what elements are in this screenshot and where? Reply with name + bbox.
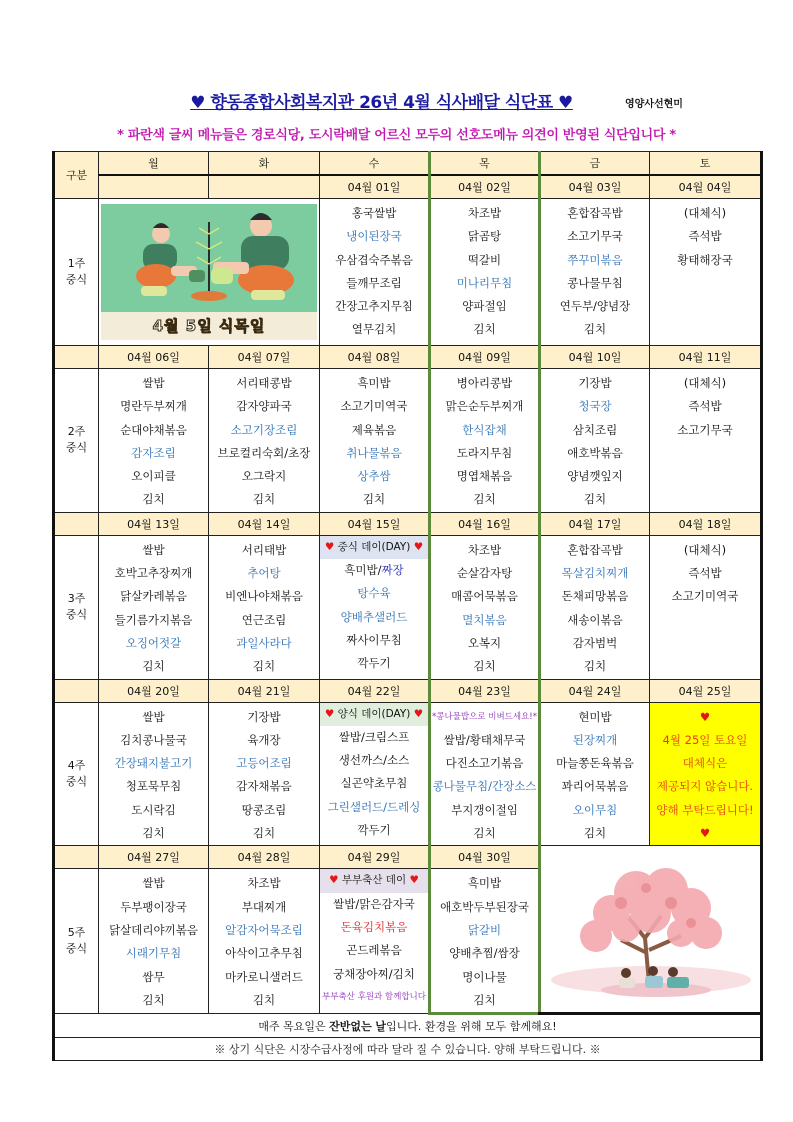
heart-icon: ♥: [699, 709, 711, 724]
menu-item: 열무김치: [351, 322, 397, 337]
meal-cell-sat: [650, 369, 762, 513]
day-header-row: [54, 152, 762, 176]
meal-cell-wed: [320, 702, 430, 846]
menu-item: 다진소고기볶음: [445, 756, 524, 771]
date-cell: 04월 08일: [320, 346, 430, 369]
heart-icon: ♥: [329, 874, 339, 887]
meal-cell-tue: [209, 869, 320, 1014]
menu-item: 쌀밥: [142, 709, 165, 724]
meal-cell-tue: [209, 369, 320, 513]
menu-item-preferred: 상추쌈: [357, 469, 391, 484]
gubun-blank: [54, 679, 99, 702]
date-cell: 04월 28일: [209, 846, 320, 869]
meal-cell-fri: [540, 535, 650, 679]
menu-item: (대체식): [683, 542, 727, 557]
week-label: 2주 중식: [54, 369, 99, 513]
menu-item: 김치: [473, 659, 496, 674]
meal-schedule-table: [52, 151, 763, 1061]
menu-item-preferred: 시래기무침: [125, 946, 182, 961]
menu-item: 순대야채볶음: [120, 422, 187, 437]
date-cell: 04월 04일: [650, 175, 762, 199]
menu-item: 차조밥: [467, 206, 502, 220]
day-thu: 목: [430, 152, 540, 176]
menu-item: 들깨무조림: [346, 275, 402, 290]
meal-cell-sat: [650, 199, 762, 346]
menu-item: 도라지무침: [456, 445, 513, 460]
menu-item: 김치: [473, 322, 496, 337]
menu-item: 양파절임: [462, 299, 507, 314]
western-day-banner: ♥ 양식 데이(DAY) ♥: [320, 703, 428, 726]
meal-cell-sat: [650, 535, 762, 679]
menu-item-preferred: 청국장: [578, 399, 612, 414]
menu-item-preferred: 감자조림: [131, 445, 176, 460]
date-row: [54, 175, 762, 199]
arbor-day-illustration: [99, 199, 320, 346]
menu-item: 김치: [473, 826, 496, 841]
menu-item: 깍두기: [357, 656, 391, 671]
meal-cell-mon: [99, 369, 209, 513]
date-cell: 04월 21일: [209, 679, 320, 702]
cherry-blossom-illustration: [540, 846, 762, 1014]
menu-item: 흑미밥: [467, 876, 502, 891]
meal-cell-tue: [209, 535, 320, 679]
menu-item-preferred: 간장돼지불고기: [114, 756, 193, 771]
menu-item: 곤드레볶음: [346, 943, 402, 958]
menu-item: 서리태밥: [241, 542, 287, 557]
menu-item: 흑미밥/짜장: [344, 563, 404, 578]
menu-item-preferred: 쭈꾸미볶음: [567, 252, 623, 267]
menu-item: 김치: [252, 659, 276, 674]
menu-item: 쌀밥/황태채무국: [443, 732, 526, 747]
menu-item: 차조밥: [247, 876, 281, 891]
menu-item-preferred: 과일사라다: [236, 635, 292, 650]
meal-cell-mon: [99, 869, 209, 1014]
date-cell: [209, 175, 320, 199]
menu-item: 오그락지: [241, 469, 287, 484]
menu-item: 기장밥: [578, 376, 612, 390]
menu-item: 김치: [252, 492, 276, 507]
menu-item: 김치: [142, 826, 165, 841]
date-cell: 04월 23일: [430, 679, 540, 702]
tree-planting-image: [101, 204, 317, 340]
date-cell: 04월 20일: [99, 679, 209, 702]
date-cell: 04월 07일: [209, 346, 320, 369]
menu-item: 김치: [583, 322, 607, 337]
menu-item-preferred: 오이무침: [572, 802, 618, 817]
menu-item: 명엽채볶음: [456, 469, 513, 484]
date-cell: 04월 17일: [540, 512, 650, 535]
menu-item: 오복지: [467, 635, 502, 650]
menu-item: 콩나물무침: [567, 275, 623, 290]
menu-item: 도시락김: [131, 802, 176, 817]
menu-item: 실곤약초무침: [340, 776, 408, 791]
menu-item: 소고기미역국: [340, 399, 408, 414]
meal-cell-fri: [540, 702, 650, 846]
menu-item: 닭곰탕: [467, 229, 502, 244]
date-cell: 04월 22일: [320, 679, 430, 702]
date-cell: 04월 27일: [99, 846, 209, 869]
date-cell: 04월 29일: [320, 846, 430, 869]
menu-item-preferred: 닭갈비: [467, 922, 502, 937]
date-cell: 04월 30일: [430, 846, 540, 869]
menu-item: 간장고추지무침: [335, 299, 413, 314]
menu-item: 홍국쌀밥: [351, 206, 397, 220]
bibimbap-note: *콩나물밥으로 비벼드세요!*: [432, 711, 537, 722]
meal-cell-wed: [320, 369, 430, 513]
meal-cell-tue: [209, 702, 320, 846]
menu-item-preferred: 추어탕: [247, 566, 281, 581]
menu-item: 흑미밥: [357, 376, 391, 390]
menu-item: 제육볶음: [351, 422, 397, 437]
menu-item: 김치: [583, 659, 607, 674]
menu-item: 쌀밥: [142, 376, 165, 390]
week-1-row: [54, 199, 762, 346]
menu-item: 깍두기: [357, 823, 391, 838]
heart-icon: ♥: [409, 874, 419, 887]
menu-item: 쌀밥/크림스프: [338, 729, 410, 744]
page-header: [0, 88, 793, 113]
meal-cell-thu: [430, 869, 540, 1014]
menu-item-preferred: 오징어젓갈: [125, 635, 182, 650]
menu-item: 꽈리어묵볶음: [561, 779, 629, 794]
menu-item: 궁채장아찌/김치: [333, 966, 415, 981]
menu-item: 짜사이무침: [346, 632, 402, 647]
menu-item: 즉석밥: [688, 229, 722, 244]
menu-item: 부대찌개: [241, 899, 287, 914]
menu-item: 김치: [252, 992, 276, 1007]
zero-waste-notice: 매주 목요일은 잔반없는 날입니다. 환경을 위해 모두 함께해요!: [54, 1014, 762, 1038]
meal-cell-thu: [430, 369, 540, 513]
meal-cell-wed: [320, 535, 430, 679]
date-cell: 04월 03일: [540, 175, 650, 199]
menu-item: 혼합잡곡밥: [567, 206, 623, 220]
menu-item: 명란두부찌개: [120, 399, 187, 414]
chinese-day-banner: ♥ 중식 데이(DAY) ♥: [320, 536, 428, 559]
menu-item: 감자채볶음: [236, 779, 292, 794]
menu-item: 오이피클: [131, 469, 176, 484]
menu-item: 마늘쫑돈육볶음: [556, 756, 634, 771]
menu-item: 김치콩나물국: [120, 732, 187, 747]
gubun-blank: [54, 346, 99, 369]
menu-item: 닭살데리야끼볶음: [109, 922, 198, 937]
menu-item: 양배추찜/쌈장: [449, 946, 520, 961]
menu-item: 김치: [362, 492, 386, 507]
meal-cell-thu: [430, 199, 540, 346]
week-label: 3주 중식: [54, 535, 99, 679]
menu-item-preferred: 탕수육: [357, 586, 391, 601]
menu-item: 김치: [142, 659, 165, 674]
menu-item: 애호박두부된장국: [440, 899, 529, 914]
footer-disclaimer-row: [54, 1038, 762, 1061]
menu-item-preferred: 한식잡채: [462, 422, 507, 437]
menu-item: 양념깻잎지: [567, 469, 623, 484]
menu-item: 새송이볶음: [567, 612, 623, 627]
menu-item: 혼합잡곡밥: [567, 542, 623, 557]
author-label: 영양사선현미: [625, 99, 683, 110]
menu-item-preferred: 미나리무침: [456, 275, 513, 290]
date-cell: 04월 02일: [430, 175, 540, 199]
menu-item: 연근조림: [241, 612, 287, 627]
day-mon: 월: [99, 152, 209, 176]
menu-item: 애호박볶음: [567, 445, 623, 460]
subtitle: * 파란색 글씨 메뉴들은 경로식당, 도시락배달 어르신 모두의 선호도메뉴 의견이 반영된 식단입니다 *: [117, 128, 676, 143]
menu-item: 두부팽이장국: [120, 899, 187, 914]
menu-item: 비엔나야채볶음: [225, 589, 303, 604]
bubu-livestock-day-banner: ♥ 부부축산 데이 ♥: [320, 869, 428, 892]
menu-item: 들기름가지볶음: [114, 612, 193, 627]
day-sat: 토: [650, 152, 762, 176]
menu-item: 부지갱이절임: [451, 802, 518, 817]
menu-item: (대체식): [683, 206, 727, 220]
date-cell: 04월 16일: [430, 512, 540, 535]
meal-cell-wed: [320, 869, 430, 1014]
menu-item: 병아리콩밥: [456, 376, 513, 390]
sponsor-note: 부부축산 후원과 함께합니다: [322, 991, 426, 1002]
date-cell: 04월 14일: [209, 512, 320, 535]
date-cell: 04월 15일: [320, 512, 430, 535]
menu-item: 김치: [473, 492, 496, 507]
date-cell: 04월 25일: [650, 679, 762, 702]
date-cell: 04월 11일: [650, 346, 762, 369]
menu-item: 서리태콩밥: [236, 376, 292, 390]
menu-item: 청포묵무침: [125, 779, 182, 794]
date-cell: 04월 06일: [99, 346, 209, 369]
menu-item: 즉석밥: [688, 399, 722, 414]
date-row: [54, 512, 762, 535]
arbor-day-caption: 4월 5일 식목일: [152, 317, 266, 335]
menu-item-preferred: 소고기장조림: [230, 422, 298, 437]
page-title: ♥ 향동종합사회복지관 26년 4월 식사배달 식단표 ♥: [190, 93, 573, 113]
meal-cell-fri: [540, 369, 650, 513]
menu-item-preferred: 멸치볶음: [462, 612, 507, 627]
menu-item: 김치: [583, 492, 607, 507]
menu-item: 기장밥: [247, 709, 281, 724]
date-cell: 04월 18일: [650, 512, 762, 535]
heart-icon: ♥: [413, 540, 424, 553]
notice-line: 4월 25일 토요일: [662, 732, 748, 747]
menu-item: 매콤어묵볶음: [451, 589, 518, 604]
date-row: [54, 846, 762, 869]
menu-item: 김치: [142, 992, 165, 1007]
menu-item-preferred: 고등어조림: [236, 756, 292, 771]
menu-item-preferred: 취나물볶음: [346, 445, 402, 460]
footer-notice-row: [54, 1014, 762, 1038]
heart-icon: ♥: [324, 540, 335, 553]
menu-item: 브로컬리숙회/초장: [217, 445, 311, 460]
day-fri: 금: [540, 152, 650, 176]
menu-item: 감자양파국: [236, 399, 292, 414]
menu-item: 삼치조림: [572, 422, 618, 437]
menu-item: 우삼겹숙주볶음: [335, 252, 413, 267]
menu-item: 쌀밥: [142, 876, 165, 891]
date-cell: 04월 13일: [99, 512, 209, 535]
menu-item: 현미밥: [578, 709, 612, 724]
date-cell: 04월 24일: [540, 679, 650, 702]
gubun-header: 구분: [54, 152, 99, 199]
menu-item: 연두부/양념장: [559, 299, 631, 314]
saturday-notice-cell: [650, 702, 762, 846]
menu-item: 닭살카레볶음: [120, 589, 187, 604]
date-cell: 04월 09일: [430, 346, 540, 369]
gubun-blank: [54, 846, 99, 869]
menu-item-preferred: 양배추샐러드: [340, 609, 408, 624]
menu-item: 쌈무: [142, 969, 165, 984]
menu-item: 김치: [473, 992, 496, 1007]
week-label: 1주 중식: [54, 199, 99, 346]
cherry-tree-icon: [541, 858, 760, 1000]
menu-item: 땅콩조림: [241, 802, 287, 817]
menu-item: 마카로니샐러드: [225, 969, 303, 984]
menu-item: 차조밥: [467, 542, 502, 557]
menu-item-preferred: 알감자어묵조림: [225, 922, 303, 937]
menu-item-preferred: 냉이된장국: [346, 229, 402, 244]
meal-cell-mon: [99, 702, 209, 846]
date-row: [54, 346, 762, 369]
menu-item-preferred: 그린샐러드/드레싱: [327, 799, 421, 814]
date-cell: [99, 175, 209, 199]
menu-item-preferred: 된장찌개: [572, 732, 618, 747]
menu-item: 소고기미역국: [671, 589, 739, 604]
week-2-row: [54, 369, 762, 513]
menu-item: 생선까스/소스: [338, 753, 410, 768]
meal-cell-mon: [99, 535, 209, 679]
menu-item: (대체식): [683, 376, 727, 390]
heart-icon: ♥: [699, 826, 711, 841]
day-wed: 수: [320, 152, 430, 176]
menu-item: 김치: [252, 826, 276, 841]
heart-icon: ♥: [324, 707, 335, 720]
menu-item: 소고기무국: [677, 422, 733, 437]
menu-item: 쌀밥/맑은감자국: [333, 896, 415, 911]
menu-item-preferred: 콩나물무침/간장소스: [432, 779, 537, 794]
menu-item: 쌀밥: [142, 542, 165, 557]
menu-item: 황태해장국: [677, 252, 733, 267]
menu-item: 호박고추장찌개: [114, 566, 193, 581]
gubun-blank: [54, 512, 99, 535]
meal-cell-wed: [320, 199, 430, 346]
menu-item: 맑은순두부찌개: [445, 399, 524, 414]
day-tue: 화: [209, 152, 320, 176]
menu-item: 명이나물: [462, 969, 507, 984]
menu-item: 떡갈비: [467, 252, 502, 267]
menu-item: 아삭이고추무침: [225, 946, 303, 961]
week-label: 5주 중식: [54, 869, 99, 1014]
notice-line: 양해 부탁드립니다!: [656, 802, 754, 817]
week-label: 4주 중식: [54, 702, 99, 846]
menu-item: 김치: [142, 492, 165, 507]
date-cell: 04월 01일: [320, 175, 430, 199]
meal-cell-thu: [430, 535, 540, 679]
date-cell: 04월 10일: [540, 346, 650, 369]
notice-line: 대체식은: [682, 756, 728, 771]
disclaimer-text: ※ 상기 식단은 시장수급사정에 따라 달라 질 수 있습니다. 양해 부탁드립니다. ※: [54, 1038, 762, 1061]
week-4-row: [54, 702, 762, 846]
meal-cell-fri: [540, 199, 650, 346]
week-3-row: [54, 535, 762, 679]
cherry-blossom-image: [541, 858, 760, 1000]
menu-item: 김치: [583, 826, 607, 841]
notice-line: 제공되지 않습니다.: [656, 779, 754, 794]
heart-icon: ♥: [413, 707, 424, 720]
menu-item-preferred: 목살김치찌개: [561, 566, 629, 581]
date-row: [54, 679, 762, 702]
menu-item: 돈채피망볶음: [561, 589, 629, 604]
menu-item: 감자범벅: [572, 635, 618, 650]
menu-item-highlight: 돈육김치볶음: [340, 919, 408, 934]
menu-item: 소고기무국: [567, 229, 623, 244]
menu-item: 육개장: [247, 732, 281, 747]
meal-cell-thu: [430, 702, 540, 846]
menu-item: 순살감자탕: [456, 566, 513, 581]
menu-item: 즉석밥: [688, 566, 722, 581]
